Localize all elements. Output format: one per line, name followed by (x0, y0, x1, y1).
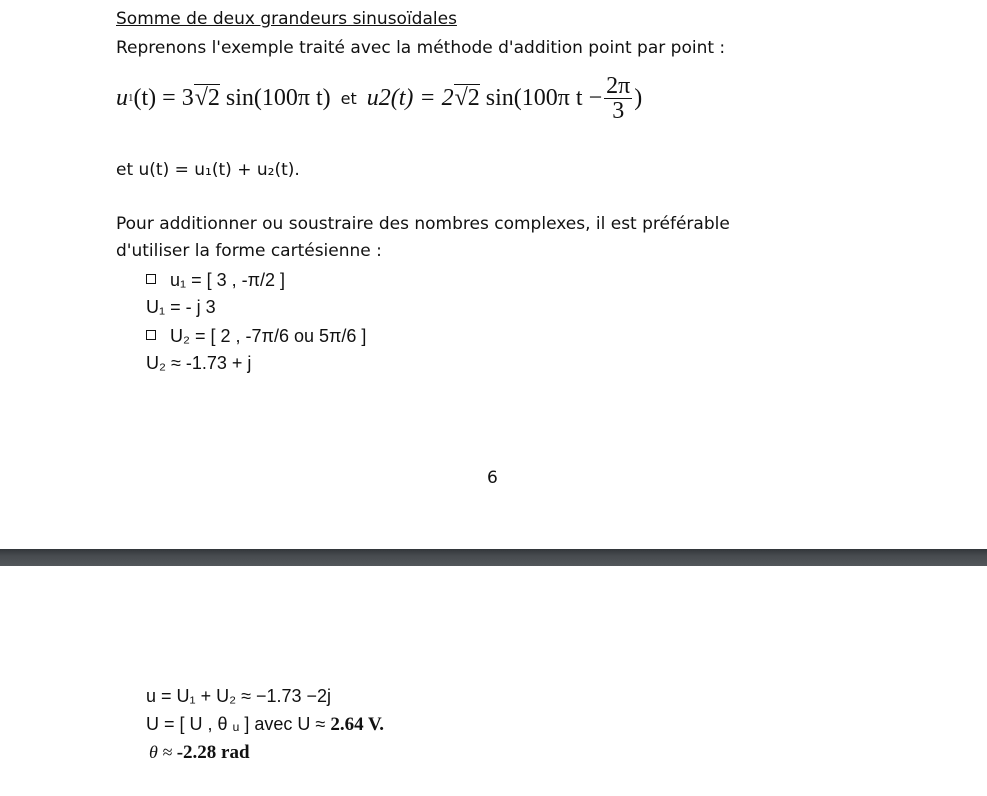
subscript: 1 (128, 92, 134, 104)
fraction (604, 74, 632, 123)
result-line-1: u = U₁ + U₂ ≈ −1.73 −2j (146, 686, 332, 706)
formula-u1: u (116, 84, 128, 111)
angle-value: -2.28 rad (176, 742, 250, 763)
text: θ ≈ (149, 742, 177, 762)
item-text: u₁ = [ 3 , -π/2 ] (170, 270, 286, 290)
formula-sin1: sin(100π t) (225, 84, 331, 111)
sum-line: et u(t) = u₁(t) + u₂(t). (116, 160, 300, 180)
section-title: Somme de deux grandeurs sinusoïdales (116, 9, 457, 29)
paragraph-line-1: Pour additionner ou soustraire des nombres complexes, il est préférable (116, 214, 730, 234)
denominator: 3 (612, 97, 625, 124)
list-item: U₁ = - j 3 (146, 297, 216, 317)
paren: ) (634, 84, 643, 111)
list-item (146, 326, 366, 347)
result-line-3 (149, 742, 250, 764)
formula-sin2: sin(100π t − (485, 84, 603, 111)
checkbox-bullet-icon (146, 274, 156, 284)
page-separator (0, 549, 987, 566)
list-item (146, 270, 285, 291)
numerator: 2π (606, 72, 631, 99)
result-line-2 (146, 714, 384, 736)
formula-u2: u2(t) = 2 (366, 84, 454, 111)
et-word: et (340, 88, 357, 108)
intro-text: Reprenons l'exemple traité avec la méthode d'addition point par point : (116, 38, 726, 58)
formula-u1-rest: (t) = 3 (133, 84, 194, 111)
checkbox-bullet-icon (146, 330, 156, 340)
text: U = [ U , θ ᵤ ] avec U ≈ (146, 714, 331, 734)
paragraph-line-2: d'utiliser la forme cartésienne : (116, 241, 382, 261)
magnitude-value: 2.64 V. (330, 714, 385, 735)
sqrt: √2 (194, 85, 220, 111)
item-text: U₂ = [ 2 , -7π/6 ou 5π/6 ] (170, 326, 367, 346)
page-number: 6 (487, 468, 498, 488)
formula (116, 68, 642, 128)
sqrt: √2 (454, 85, 480, 111)
list-item: U₂ ≈ -1.73 + j (146, 353, 252, 373)
